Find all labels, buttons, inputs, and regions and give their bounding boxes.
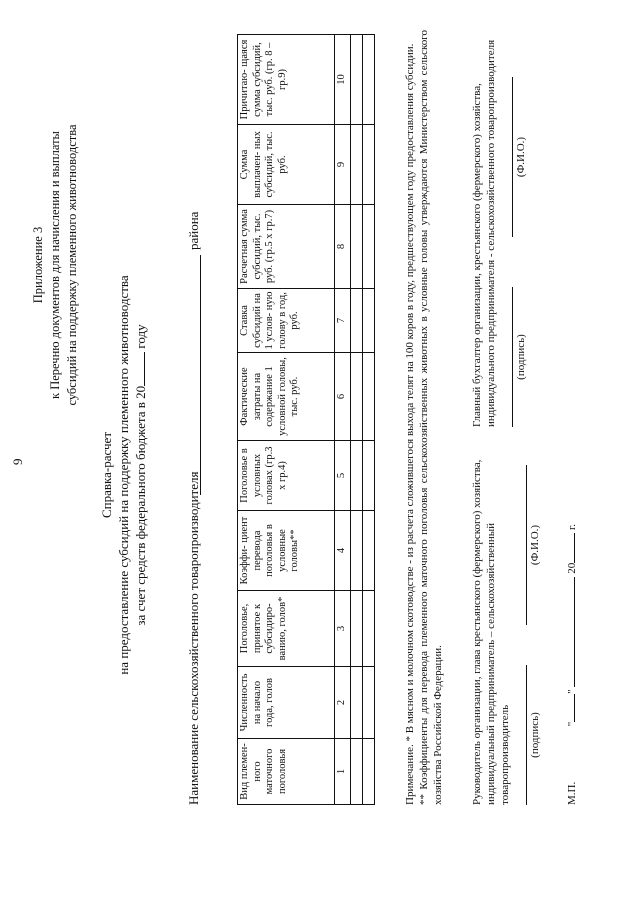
head-title: Руководитель организации, глава крестьянского (фермерского) хозяйства, индивидуальный предприниматель – сельскохозяйственный товаропроизводитель bbox=[471, 459, 511, 805]
title-line-3 bbox=[132, 165, 149, 785]
title-year-prefix: за счет средств федерального бюджета в 20 bbox=[133, 385, 148, 626]
date-quote-close: " bbox=[566, 689, 578, 694]
header-cell: Численность на начало года, голов bbox=[238, 667, 335, 739]
table-row bbox=[350, 35, 362, 805]
appendix-line-2: к Перечню документов для начисления и выплаты bbox=[48, 131, 62, 399]
header-cell: Коэффи- циент перевода поголовья в условные головы** bbox=[238, 511, 335, 591]
accountant-signature-block bbox=[470, 27, 528, 427]
column-number: 8 bbox=[335, 205, 351, 289]
column-number: 2 bbox=[335, 667, 351, 739]
year-suffix: г. bbox=[566, 523, 578, 531]
notes bbox=[403, 30, 445, 805]
year-prefix: 20 bbox=[566, 562, 578, 574]
title-year-suffix: году bbox=[133, 324, 148, 349]
calculation-table bbox=[237, 34, 375, 805]
header-cell: Ставка субсидий на 1 услов- ную голову в год, руб. bbox=[238, 289, 335, 353]
year-blank bbox=[134, 352, 145, 386]
appendix-line-3: субсидий на поддержку племенного животноводства bbox=[65, 124, 79, 406]
accountant-signature-line: (подпись) bbox=[512, 287, 528, 427]
stamp-date-line bbox=[564, 524, 578, 805]
district-label: района bbox=[186, 211, 201, 250]
table-row bbox=[362, 35, 374, 805]
column-number: 4 bbox=[335, 511, 351, 591]
day-blank bbox=[564, 694, 575, 722]
head-signature-line: (подпись) bbox=[526, 665, 542, 805]
header-cell: Фактические затраты на содержание 1 условной головы, тыс. руб. bbox=[238, 353, 335, 441]
appendix-header bbox=[30, 75, 81, 455]
head-name-line: (Ф.И.О.) bbox=[526, 465, 542, 625]
date-quote-open: " bbox=[566, 721, 578, 727]
column-number: 1 bbox=[335, 739, 351, 805]
column-number: 3 bbox=[335, 591, 351, 667]
header-cell: Поголовье в условных головах (гр.3 х гр.4) bbox=[238, 441, 335, 511]
header-cell: Поголовье, принятое к субсидиро- ванию, голов* bbox=[238, 591, 335, 667]
note-2: ** Коэффициенты для перевода племенного маточного поголовья сельскохозяйственных животных в условные головы утверждаются Министерством сельского хозяйства Российской Федерации. bbox=[418, 30, 444, 805]
header-cell: Сумма выплачен- ных субсидий, тыс. руб. bbox=[238, 125, 335, 205]
producer-name-blank bbox=[200, 255, 201, 495]
header-cell: Вид племен- ного маточного поголовья bbox=[238, 739, 335, 805]
stamp-label: М.П. bbox=[566, 781, 578, 805]
date-year-blank bbox=[564, 533, 575, 563]
month-blank bbox=[564, 577, 575, 687]
accountant-name-line: (Ф.И.О.) bbox=[512, 77, 528, 237]
column-number: 7 bbox=[335, 289, 351, 353]
appendix-line-1: Приложение 3 bbox=[31, 226, 45, 304]
column-number: 6 bbox=[335, 353, 351, 441]
page-number: 9 bbox=[10, 458, 25, 465]
column-number: 9 bbox=[335, 125, 351, 205]
table-header-row bbox=[238, 35, 335, 805]
title-line-2: на предоставление субсидий на поддержку племенного животноводства bbox=[116, 275, 131, 675]
column-number: 5 bbox=[335, 441, 351, 511]
table-number-row bbox=[335, 35, 351, 805]
column-number: 10 bbox=[335, 35, 351, 125]
header-cell: Расчетная сумма субсидий, тыс. руб. (гр.5 х гр.7) bbox=[238, 205, 335, 289]
title-line-1: Справка-расчет bbox=[99, 431, 114, 519]
head-signature-block bbox=[470, 445, 542, 805]
producer-name-label: Наименование сельскохозяйственного товаропроизводителя bbox=[186, 471, 201, 805]
note-1: Примечание. * В мясном и молочном скотоводстве - из расчета сложившегося выхода телят на 100 коров в году, предшествующем году предоставления субсидии. bbox=[404, 43, 416, 805]
document-title bbox=[98, 165, 149, 785]
header-cell: Причитаю- щаяся сумма субсидий, тыс. руб. (гр. 8 – гр.9) bbox=[238, 35, 335, 125]
accountant-title: Главный бухгалтер организации, крестьянского (фермерского) хозяйства, индивидуального предпринимателя - сельскохозяйственного товаропроизводителя bbox=[471, 39, 497, 427]
